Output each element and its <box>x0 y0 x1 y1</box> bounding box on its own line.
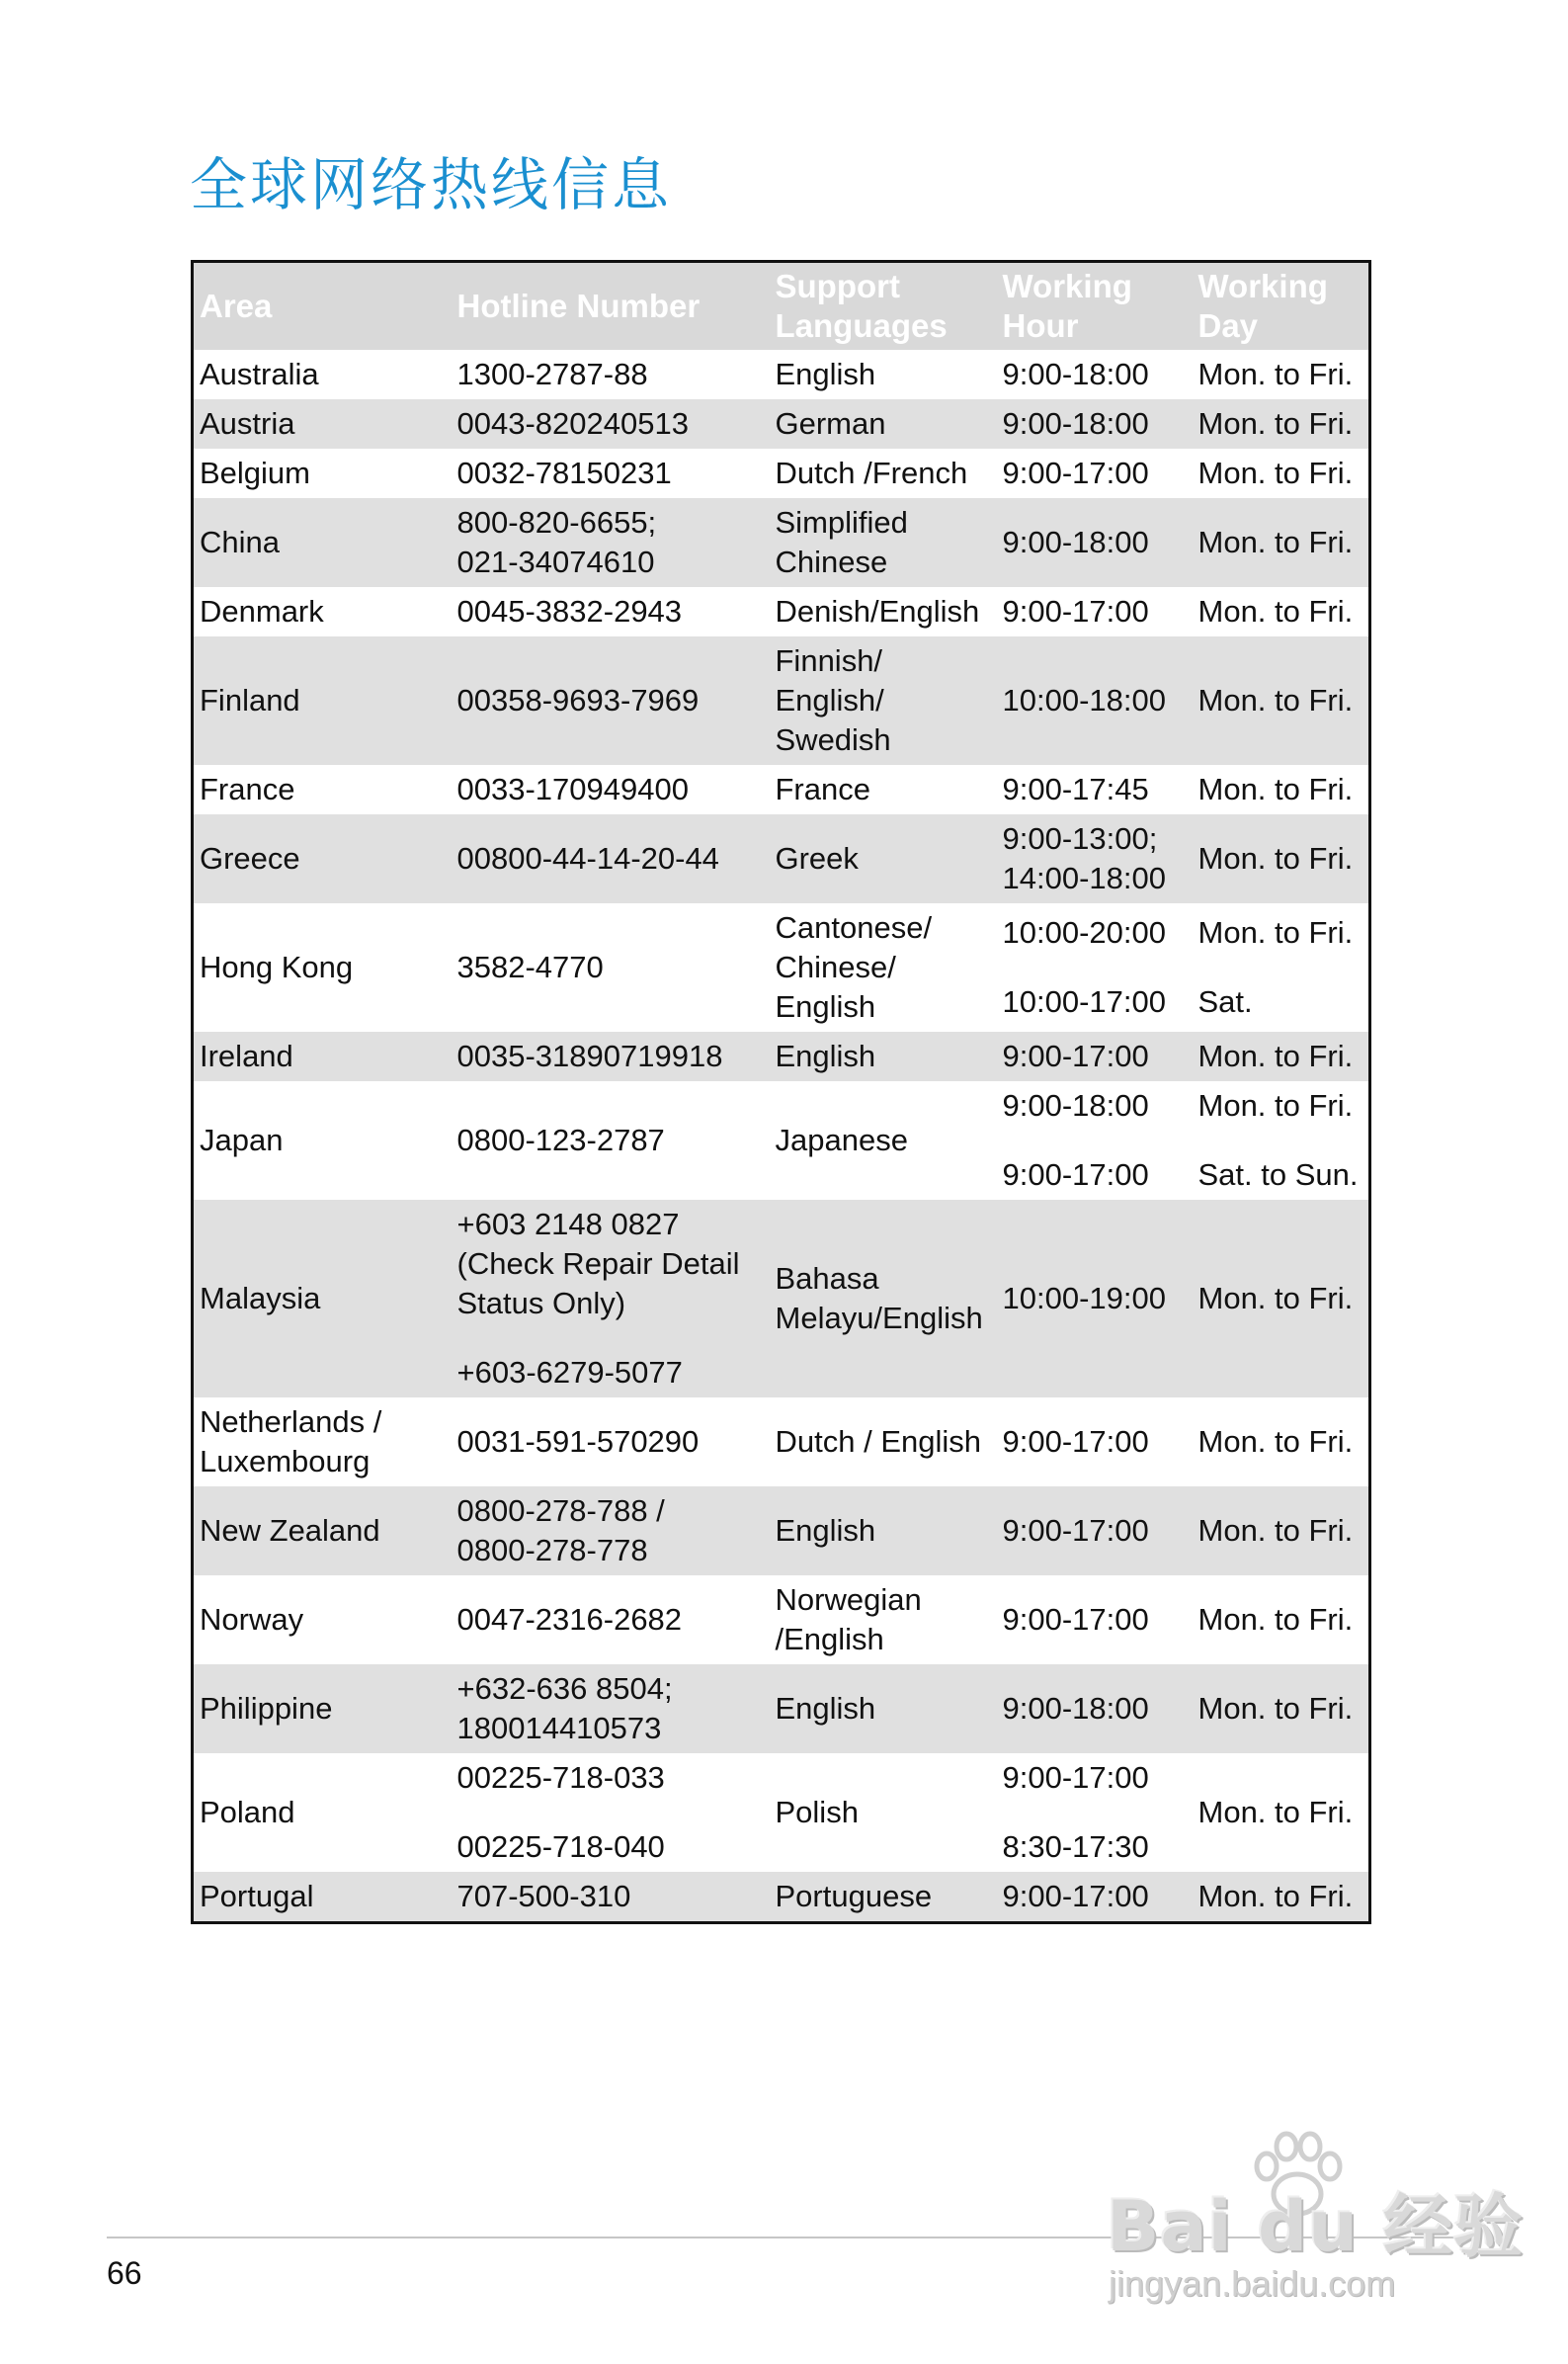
working-day-cell <box>1193 1664 1370 1753</box>
hotline-number-cell <box>452 449 770 498</box>
cell-text: Mon. to Fri. <box>1197 456 1354 490</box>
cell-text: Simplified <box>775 505 908 540</box>
working-hour-cell <box>997 587 1193 636</box>
languages-cell <box>770 765 997 814</box>
cell-text: 00358-9693-7969 <box>456 683 700 718</box>
table-row <box>193 765 1370 814</box>
area-cell: Poland <box>200 1795 295 1829</box>
cell-text: 9:00-18:00 <box>1002 1088 1149 1123</box>
cell-text: Dutch / English <box>775 1424 981 1459</box>
area-cell: Finland <box>193 636 452 765</box>
cell-text: Denish/English <box>775 594 980 629</box>
cell-text: 00800-44-14-20-44 <box>456 841 719 876</box>
cell-text: Portuguese <box>775 1879 933 1913</box>
working-hour-cell <box>997 399 1193 449</box>
cell-text: Polish <box>775 1795 859 1829</box>
working-day-cell <box>1193 1575 1370 1664</box>
area-cell: Australia <box>200 357 319 391</box>
cell-text: 0043-820240513 <box>456 406 689 441</box>
languages-cell <box>770 903 997 1032</box>
area-cell: China <box>193 498 452 587</box>
languages-cell <box>770 636 997 765</box>
cell-text: 021-34074610 <box>456 545 655 579</box>
cell-text: 00225-718-040 <box>456 1829 665 1864</box>
working-day-cell <box>1193 765 1370 814</box>
cell-text: 0033-170949400 <box>456 772 689 806</box>
cell-text: 0800-278-788 / <box>456 1493 665 1528</box>
cell-text: English/ <box>775 683 884 718</box>
working-hour-cell <box>997 498 1193 587</box>
cell-text: 9:00-17:00 <box>1002 1760 1149 1795</box>
languages-cell <box>770 1081 997 1200</box>
area-cell: Ireland <box>193 1032 452 1081</box>
cell-text: 9:00-17:00 <box>1002 1602 1149 1637</box>
table-row <box>193 399 1370 449</box>
working-hour-cell <box>997 1575 1193 1664</box>
cell-text: Mon. to Fri. <box>1197 525 1354 559</box>
languages-cell <box>770 1200 997 1397</box>
cell-text: Mon. to Fri. <box>1197 841 1354 876</box>
working-hour-cell <box>997 449 1193 498</box>
table-header-row <box>193 262 1370 351</box>
working-day-cell <box>1193 1032 1370 1081</box>
cell-text: 707-500-310 <box>456 1879 631 1913</box>
cell-text: 9:00-17:00 <box>1002 1879 1149 1913</box>
header-hotline-number: Hotline Number <box>452 262 770 351</box>
cell-text: 00225-718-033 <box>456 1760 665 1795</box>
working-day-cell <box>1193 1081 1370 1200</box>
table-row <box>193 1081 1370 1200</box>
cell-text: 3582-4770 <box>456 950 604 984</box>
cell-text: Mon. to Fri. <box>1197 1602 1354 1637</box>
working-hour-cell <box>997 1397 1193 1486</box>
cell-text: 9:00-17:00 <box>1002 456 1149 490</box>
table-row <box>193 636 1370 765</box>
cell-text: +603 2148 0827 (Check Repair Detail Status Only) <box>456 1207 740 1320</box>
working-day-cell <box>1193 498 1370 587</box>
cell-text: 10:00-19:00 <box>1002 1281 1166 1315</box>
cell-text: Melayu/English <box>775 1301 983 1335</box>
working-day-cell <box>1193 1397 1370 1486</box>
hotline-number-cell <box>452 350 770 399</box>
page-number: 66 <box>107 2255 142 2291</box>
languages-cell <box>770 449 997 498</box>
cell-text: Mon. to Fri. <box>1197 1691 1354 1726</box>
languages-cell <box>770 1575 997 1664</box>
table-body <box>193 350 1370 1923</box>
working-hour-cell <box>997 350 1193 399</box>
hotline-number-cell <box>452 1664 770 1753</box>
hotline-number-cell <box>452 1081 770 1200</box>
cell-text: 800-820-6655; <box>456 505 657 540</box>
cell-text: 9:00-17:00 <box>1002 1424 1149 1459</box>
working-hour-cell <box>997 1081 1193 1200</box>
table-row <box>193 1753 1370 1872</box>
hotline-number-cell <box>452 1397 770 1486</box>
area-cell: Netherlands / Luxembourg <box>200 1404 382 1478</box>
languages-cell <box>770 399 997 449</box>
working-hour-cell <box>997 636 1193 765</box>
languages-cell <box>770 1664 997 1753</box>
cell-text: 10:00-20:00 <box>1002 915 1166 950</box>
working-day-cell <box>1193 449 1370 498</box>
area-cell: Austria <box>193 399 452 449</box>
table-row <box>193 1486 1370 1575</box>
cell-text: Mon. to Fri. <box>1197 683 1354 718</box>
table-row <box>193 449 1370 498</box>
cell-text: 9:00-18:00 <box>1002 357 1149 391</box>
table-row <box>193 350 1370 399</box>
cell-text: Norwegian <box>775 1582 922 1617</box>
area-cell: Philippine <box>193 1664 452 1753</box>
hotline-number-cell <box>452 498 770 587</box>
cell-text: +632-636 8504; <box>456 1671 673 1706</box>
working-day-cell <box>1193 903 1370 1032</box>
cell-text: 0035-31890719918 <box>456 1039 723 1073</box>
cell-text: Mon. to Fri. <box>1197 1088 1354 1123</box>
hotline-number-cell <box>452 1486 770 1575</box>
area-cell: Japan <box>200 1123 284 1157</box>
cell-text: 1300-2787-88 <box>456 357 648 391</box>
cell-text: 9:00-17:45 <box>1002 772 1149 806</box>
working-hour-cell <box>997 765 1193 814</box>
cell-text: Cantonese/ <box>775 910 933 945</box>
cell-text: 8:30-17:30 <box>1002 1829 1149 1864</box>
cell-text: 10:00-17:00 <box>1002 984 1166 1019</box>
cell-text: 0800-278-778 <box>456 1533 648 1567</box>
cell-text: 9:00-17:00 <box>1002 1513 1149 1548</box>
header-support-languages: Support Languages <box>770 262 997 351</box>
hotline-number-cell <box>452 903 770 1032</box>
cell-text: Mon. to Fri. <box>1197 1281 1354 1315</box>
cell-text: Mon. to Fri. <box>1197 1513 1354 1548</box>
cell-text: English <box>775 357 876 391</box>
table-row <box>193 1575 1370 1664</box>
area-cell: Hong Kong <box>200 950 354 984</box>
cell-text: 9:00-18:00 <box>1002 1691 1149 1726</box>
area-cell: Portugal <box>193 1872 452 1923</box>
cell-text: Mon. to Fri. <box>1197 915 1354 950</box>
cell-text: Dutch /French <box>775 456 968 490</box>
cell-text: Mon. to Fri. <box>1197 1795 1354 1829</box>
hotline-number-cell <box>452 587 770 636</box>
hotline-number-cell <box>452 1032 770 1081</box>
table-row <box>193 1872 1370 1923</box>
working-day-cell <box>1193 1753 1370 1872</box>
languages-cell <box>770 1397 997 1486</box>
hotline-number-cell <box>452 636 770 765</box>
hotline-number-cell <box>452 399 770 449</box>
table-row <box>193 814 1370 903</box>
cell-text: English <box>775 1691 876 1726</box>
page-title: 全球网络热线信息 <box>190 151 673 218</box>
cell-text: Mon. to Fri. <box>1197 772 1354 806</box>
cell-text: /English <box>775 1622 884 1656</box>
cell-text: English <box>775 1513 876 1548</box>
cell-text: 0031-591-570290 <box>456 1424 700 1459</box>
languages-cell <box>770 1486 997 1575</box>
working-hour-cell <box>997 1200 1193 1397</box>
cell-text: 0032-78150231 <box>456 456 672 490</box>
languages-cell <box>770 498 997 587</box>
working-hour-cell <box>997 1872 1193 1923</box>
languages-cell <box>770 814 997 903</box>
table-row <box>193 1397 1370 1486</box>
hotline-number-cell <box>452 1872 770 1923</box>
working-day-cell <box>1193 587 1370 636</box>
working-hour-cell <box>997 1664 1193 1753</box>
cell-text: Greek <box>775 841 859 876</box>
table-row <box>193 1032 1370 1081</box>
cell-text: Swedish <box>775 722 891 757</box>
table-row <box>193 1200 1370 1397</box>
cell-text: France <box>775 772 870 806</box>
working-day-cell <box>1193 1872 1370 1923</box>
watermark-brand: Bai du 经验 <box>1107 2186 1525 2267</box>
area-cell: Denmark <box>200 594 324 629</box>
cell-text: English <box>775 989 876 1024</box>
table-row <box>193 903 1370 1032</box>
cell-text: 0047-2316-2682 <box>456 1602 683 1637</box>
cell-text: Bahasa <box>775 1261 879 1296</box>
cell-text: Finnish/ <box>775 643 883 678</box>
cell-text: Chinese/ <box>775 950 896 984</box>
working-hour-cell <box>997 1486 1193 1575</box>
working-day-cell <box>1193 399 1370 449</box>
header-area: Area <box>193 262 452 351</box>
table-row <box>193 498 1370 587</box>
cell-text: 0800-123-2787 <box>456 1123 665 1157</box>
working-hour-cell <box>997 1032 1193 1081</box>
hotline-number-cell <box>452 765 770 814</box>
cell-text: Mon. to Fri. <box>1197 1039 1354 1073</box>
area-cell: Greece <box>193 814 452 903</box>
cell-text: 0045-3832-2943 <box>456 594 683 629</box>
table-row <box>193 1664 1370 1753</box>
working-day-cell <box>1193 636 1370 765</box>
cell-text: English <box>775 1039 876 1073</box>
watermark-url: jingyan.baidu.com <box>1109 2263 1396 2304</box>
header-working-day: Working Day <box>1193 262 1370 351</box>
area-cell: Belgium <box>200 456 310 490</box>
languages-cell <box>770 1872 997 1923</box>
languages-cell <box>770 1753 997 1872</box>
working-day-cell <box>1193 1200 1370 1397</box>
working-hour-cell <box>997 1753 1193 1872</box>
hotline-number-cell <box>452 814 770 903</box>
cell-text: 9:00-17:00 <box>1002 1039 1149 1073</box>
languages-cell <box>770 1032 997 1081</box>
area-cell: Norway <box>200 1602 304 1637</box>
cell-text: 10:00-18:00 <box>1002 683 1166 718</box>
area-cell: France <box>200 772 295 806</box>
cell-text: Sat. to Sun. <box>1197 1157 1359 1192</box>
hotline-number-cell <box>452 1575 770 1664</box>
cell-text: 9:00-18:00 <box>1002 406 1149 441</box>
cell-text: 9:00-17:00 <box>1002 1157 1149 1192</box>
cell-text: 14:00-18:00 <box>1002 861 1166 895</box>
cell-text: Japanese <box>775 1123 908 1157</box>
area-cell: Malaysia <box>193 1200 452 1397</box>
cell-text: Mon. to Fri. <box>1197 1879 1354 1913</box>
cell-text: Sat. <box>1197 984 1253 1019</box>
cell-text: Mon. to Fri. <box>1197 406 1354 441</box>
cell-text: 9:00-17:00 <box>1002 594 1149 629</box>
cell-text: German <box>775 406 886 441</box>
cell-text: 180014410573 <box>456 1711 662 1745</box>
languages-cell <box>770 587 997 636</box>
working-day-cell <box>1193 350 1370 399</box>
header-working-hour: Working Hour <box>997 262 1193 351</box>
cell-text: 9:00-13:00; <box>1002 821 1158 856</box>
languages-cell <box>770 350 997 399</box>
cell-text: Chinese <box>775 545 888 579</box>
cell-text: 9:00-18:00 <box>1002 525 1149 559</box>
area-cell: New Zealand <box>193 1486 452 1575</box>
working-hour-cell <box>997 814 1193 903</box>
cell-text: Mon. to Fri. <box>1197 1424 1354 1459</box>
cell-text: +603-6279-5077 <box>456 1355 683 1390</box>
working-day-cell <box>1193 1486 1370 1575</box>
table-row <box>193 587 1370 636</box>
hotline-number-cell <box>452 1753 770 1872</box>
cell-text: Mon. to Fri. <box>1197 594 1354 629</box>
hotline-table <box>191 260 1371 1924</box>
working-hour-cell <box>997 903 1193 1032</box>
working-day-cell <box>1193 814 1370 903</box>
cell-text: Mon. to Fri. <box>1197 357 1354 391</box>
hotline-number-cell <box>452 1200 770 1397</box>
